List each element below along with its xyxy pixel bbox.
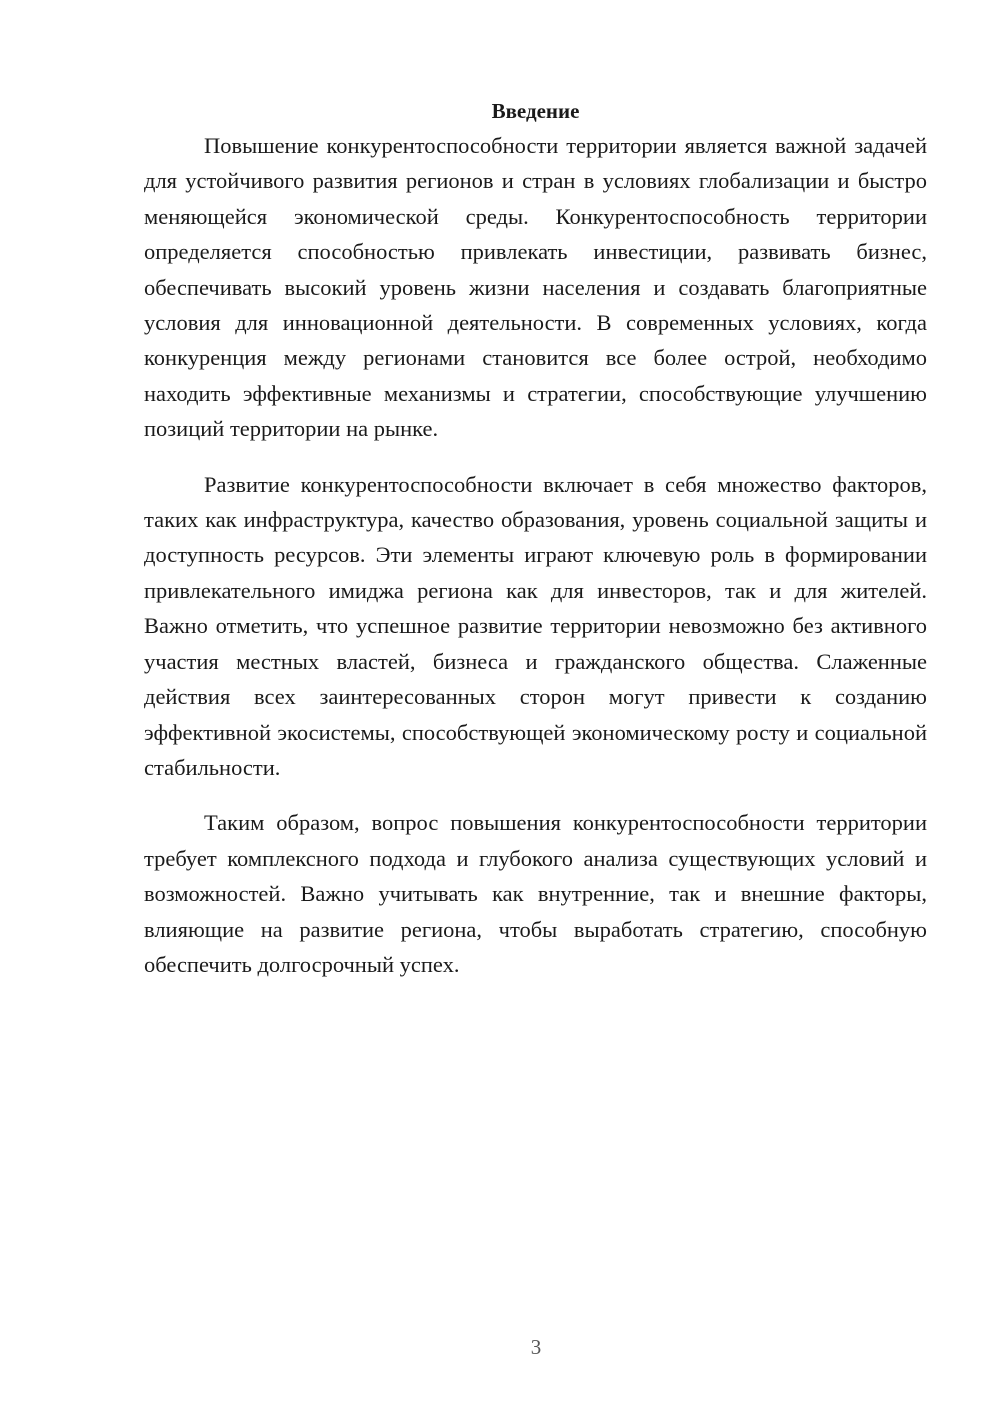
paragraph-1: Повышение конкурентоспособности территории является важной задачей для устойчивого развития регионов и стран в условиях глобализации и быстро меняющейся экономической среды. Конкурентоспособность территории определяется способностью привлекать инвестиции, развивать бизнес, обеспечивать высокий уровень жизни населения и создавать благоприятные условия для инновационной деятельности. В современных условиях, когда конкуренция между регионами становится все более острой, необходимо находить эффективные механизмы и стратегии, способствующие улучшению позиций территории на рынке. xyxy=(144,133,927,442)
paragraph-2: Развитие конкурентоспособности включает в себя множество факторов, таких как инфраструктура, качество образования, уровень социальной защиты и доступность ресурсов. Эти элементы играют ключевую роль в формировании привлекательного имиджа региона как для инвесторов, так и для жителей. Важно отметить, что успешное развитие территории невозможно без активного участия местных властей, бизнеса и гражданского общества. Слаженные действия всех заинтересованных сторон могут привести к созданию эффективной экосистемы, способствующей экономическому росту и социальной стабильности. xyxy=(144,471,927,780)
section-heading: Введение xyxy=(491,99,580,123)
paragraph-3: Таким образом, вопрос повышения конкурентоспособности территории требует комплексного подхода и глубокого анализа существующих условий и возможностей. Важно учитывать как внутренние, так и внешние факторы, влияющие на развитие региона, чтобы выработать стратегию, способную обеспечить долгосрочный успех. xyxy=(144,810,927,977)
page-content xyxy=(144,95,927,982)
page-number: 3 xyxy=(530,1335,542,1359)
